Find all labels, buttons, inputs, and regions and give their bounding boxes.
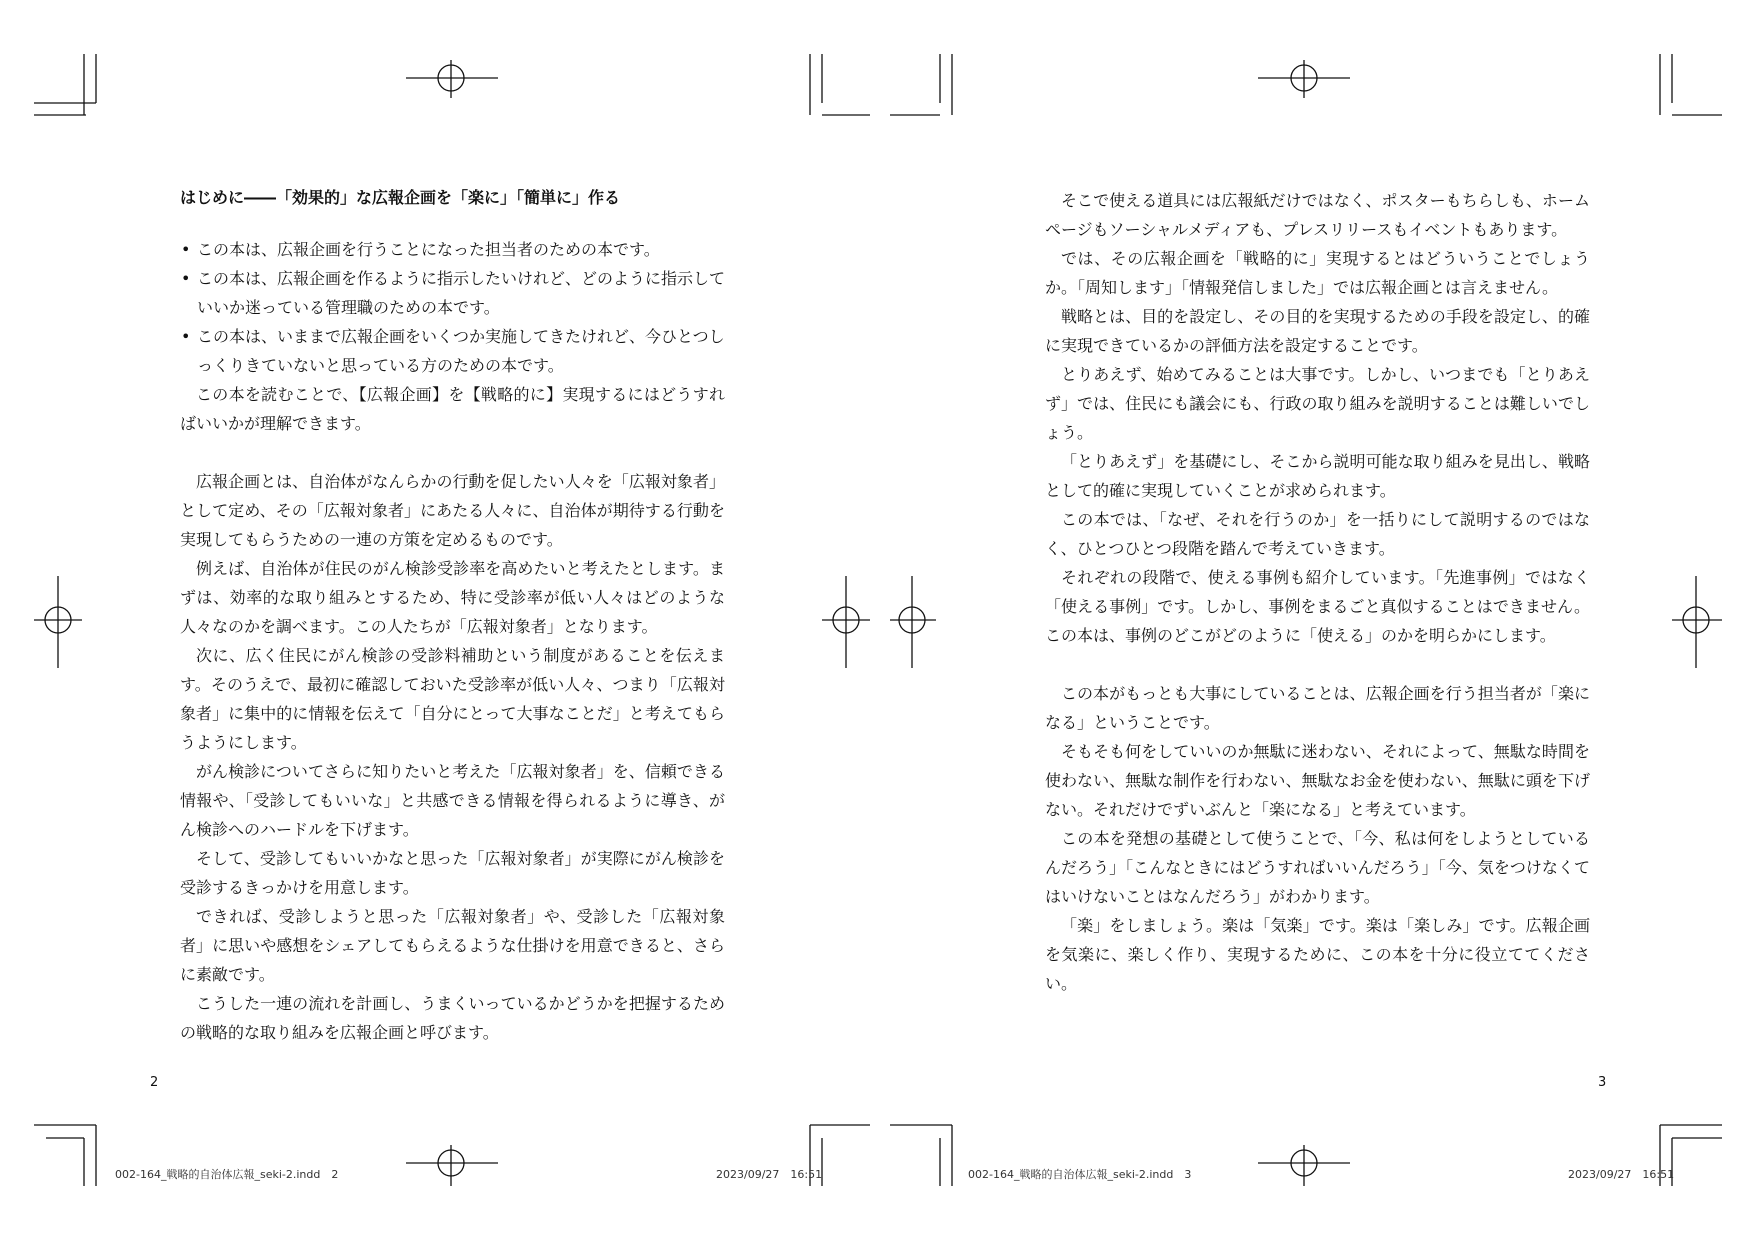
- chapter-heading: はじめに――「効果的」な広報企画を「楽に」「簡単に」作る: [180, 188, 621, 207]
- registration-mark-left: [34, 576, 82, 668]
- body-paragraph: 戦略とは、目的を設定し、その目的を実現するための手段を設定し、的確に実現できているかの評価方法を設定することです。: [1045, 307, 1590, 355]
- body-paragraph: この本がもっとも大事にしていることは、広報企画を行う担当者が「楽になる」ということです。: [1045, 684, 1590, 732]
- body-paragraph: それぞれの段階で、使える事例も紹介しています。「先進事例」ではなく「使える事例」です。しかし、事例をまるごと真似することはできません。この本は、事例のどこがどのように「使える」のかを明らかにします。: [1045, 568, 1590, 645]
- crop-mark-bottom-center-right: [890, 1125, 952, 1186]
- slug-date-left: 2023/09/27 16:51: [716, 1168, 823, 1181]
- body-paragraph: この本を発想の基礎として使うことで、「今、私は何をしようとしているんだろう」「こんなときにはどうすればいいんだろう」「今、気をつけなくてはいけないことはなんだろう」がわかります。: [1045, 829, 1590, 906]
- body-paragraph: 「楽」をしましょう。楽は「気楽」です。楽は「楽しみ」です。広報企画を気楽に、楽しく作り、実現するために、この本を十分に役立ててください。: [1045, 916, 1590, 993]
- registration-mark-bottom-right: [1258, 1145, 1350, 1186]
- crop-mark-top-center-right: [890, 54, 952, 115]
- audience-bullet-list: [180, 235, 725, 380]
- right-page-body: [1045, 186, 1590, 998]
- body-paragraph: 次に、広く住民にがん検診の受診料補助という制度があることを伝えます。そのうえで、最初に確認しておいた受診率が低い人々、つまり「広報対象者」に集中的に情報を伝えて「自分にとって大事なことだ」と考えてもらうようにします。: [180, 646, 725, 752]
- registration-mark-bottom-left: [406, 1145, 498, 1186]
- registration-mark-top-right: [1258, 60, 1350, 98]
- crop-mark-top-left: [34, 54, 96, 115]
- bullet-item: • この本は、いままで広報企画をいくつか実施してきたけれど、今ひとつしっくりきていないと思っている方のための本です。: [180, 322, 725, 380]
- intro-paragraph: この本を読むことで、【広報企画】を【戦略的に】実現するにはどうすればいいかが理解できます。: [180, 385, 725, 433]
- body-paragraph: 例えば、自治体が住民のがん検診受診率を高めたいと考えたとします。まずは、効率的な取り組みとするため、特に受診率が低い人々はどのような人々なのかを調べます。この人たちが「広報対象者」となります。: [180, 559, 725, 636]
- bullet-item: • この本は、広報企画を作るように指示したいけれど、どのように指示していいか迷っている管理職のための本です。: [180, 264, 725, 322]
- slug-date-right: 2023/09/27 16:51: [1568, 1168, 1675, 1181]
- body-paragraph: こうした一連の流れを計画し、うまくいっているかどうかを把握するための戦略的な取り組みを広報企画と呼びます。: [180, 994, 725, 1042]
- section-break: [1045, 650, 1590, 679]
- page-number-left: 2: [150, 1075, 159, 1090]
- crop-mark-top-right: [1660, 54, 1722, 115]
- body-paragraph: とりあえず、始めてみることは大事です。しかし、いつまでも「とりあえず」では、住民にも議会にも、行政の取り組みを説明することは難しいでしょう。: [1045, 365, 1590, 442]
- body-paragraph: 「とりあえず」を基礎にし、そこから説明可能な取り組みを見出し、戦略として的確に実現していくことが求められます。: [1045, 452, 1590, 500]
- section-break: [180, 438, 725, 467]
- registration-mark-right: [1672, 576, 1722, 668]
- body-paragraph: 広報企画とは、自治体がなんらかの行動を促したい人々を「広報対象者」として定め、その「広報対象者」にあたる人々に、自治体が期待する行動を実現してもらうための一連の方策を定めるものです。: [180, 472, 725, 549]
- slug-file-right: 002-164_戦略的自治体広報_seki-2.indd 3: [968, 1168, 1192, 1181]
- crop-mark-bottom-left: [34, 1125, 96, 1186]
- registration-mark-center-left: [822, 576, 870, 668]
- left-page-body: [180, 186, 725, 1047]
- body-paragraph: では、その広報企画を「戦略的に」実現するとはどういうことでしょうか。「周知します」「情報発信しました」では広報企画とは言えません。: [1045, 249, 1590, 297]
- slug-file-left: 002-164_戦略的自治体広報_seki-2.indd 2: [115, 1168, 339, 1181]
- body-paragraph: この本では、「なぜ、それを行うのか」を一括りにして説明するのではなく、ひとつひとつ段階を踏んで考えていきます。: [1045, 510, 1590, 558]
- crop-mark-top-center-left: [810, 54, 870, 115]
- body-paragraph: がん検診についてさらに知りたいと考えた「広報対象者」を、信頼できる情報や、「受診してもいいな」と共感できる情報を得られるように導き、がん検診へのハードルを下げます。: [180, 762, 725, 839]
- registration-mark-top-left: [406, 60, 498, 98]
- page-number-right: 3: [1598, 1075, 1607, 1090]
- body-paragraph: できれば、受診しようと思った「広報対象者」や、受診した「広報対象者」に思いや感想をシェアしてもらえるような仕掛けを用意できると、さらに素敵です。: [180, 907, 725, 984]
- body-paragraph: そして、受診してもいいかなと思った「広報対象者」が実際にがん検診を受診するきっかけを用意します。: [180, 849, 725, 897]
- body-paragraph: そもそも何をしていいのか無駄に迷わない、それによって、無駄な時間を使わない、無駄な制作を行わない、無駄なお金を使わない、無駄に頭を下げない。それだけでずいぶんと「楽になる」と考えています。: [1045, 742, 1590, 819]
- registration-mark-center-right: [890, 576, 936, 668]
- bullet-item: • この本は、広報企画を行うことになった担当者のための本です。: [180, 235, 725, 264]
- body-paragraph: そこで使える道具には広報紙だけではなく、ポスターもちらしも、ホームページもソーシャルメディアも、プレスリリースもイベントもあります。: [1045, 191, 1590, 239]
